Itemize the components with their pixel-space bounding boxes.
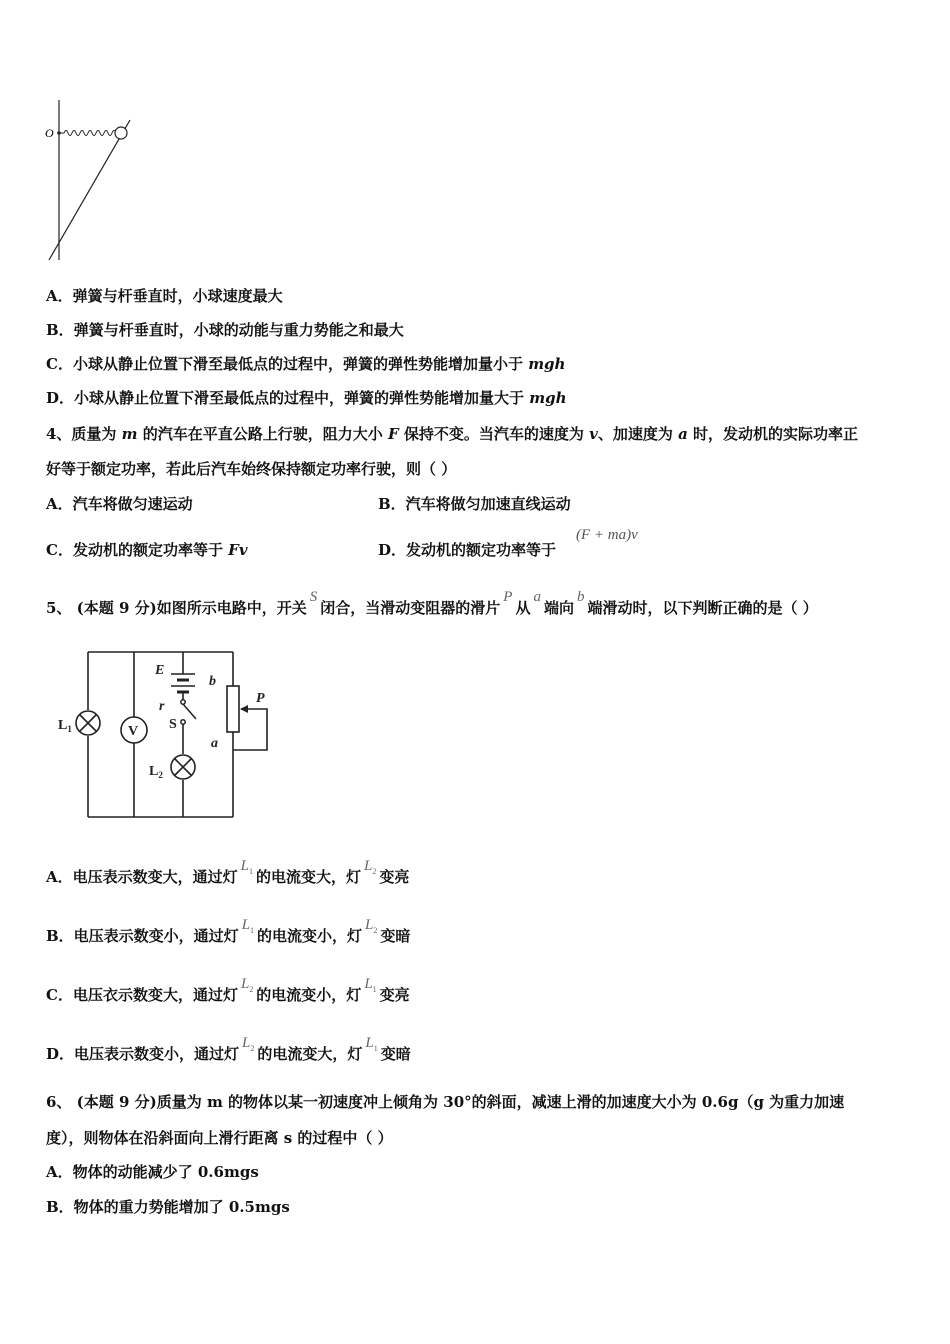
q3-option-d[interactable] [46, 388, 567, 408]
q3-option-a[interactable] [46, 286, 283, 306]
q4-option-c[interactable] [46, 540, 248, 560]
q3-option-c[interactable] [46, 354, 565, 374]
option-text: 弹簧与杆垂直时，小球速度最大 [72, 287, 283, 305]
pivot-point [57, 131, 61, 135]
label-r: r [159, 699, 165, 714]
q5-stem: 5、 (本题 9 分)如图所示电路中，开关S闭合，当滑动变阻器的滑片P从a端向b端滑动时，以下判断正确的是（ ） [46, 589, 818, 617]
q4-stem-line1: 4、质量为 m 的汽车在平直公路上行驶，阻力大小 F 保持不变。当汽车的速度为 v、加速度为 a 时，发动机的实际功率正 [46, 425, 859, 443]
q3-option-b[interactable] [46, 320, 404, 340]
math-fv: Fv [228, 541, 248, 559]
q6-stem-line2: 度），则物体在沿斜面向上滑行距离 s 的过程中（ ） [46, 1129, 393, 1147]
spring-rod-figure [40, 95, 140, 265]
label-b: b [209, 674, 216, 689]
q6-option-a[interactable]: A．物体的动能减少了 0.6mgs [46, 1163, 259, 1181]
option-text: C．发动机的额定功率等于 [46, 541, 229, 559]
battery [171, 674, 195, 692]
math-mgh: mgh [528, 355, 566, 373]
q5-option-d[interactable]: D．电压表示数变小，通过灯$L_2$ 的电流变大，灯$L_1$ 变暗 [46, 1035, 411, 1063]
label-l1: $L_1$ [58, 718, 72, 734]
q6-option-b[interactable]: B．物体的重力势能增加了 0.5mgs [46, 1198, 290, 1216]
lamp-l1 [76, 711, 100, 735]
switch-s [181, 700, 196, 724]
option-key: B． [46, 321, 74, 339]
circuit-diagram [45, 640, 285, 835]
option-text: D．发动机的额定功率等于 [378, 541, 557, 559]
label-e: E [155, 663, 165, 678]
q4-stem-line2: 好等于额定功率，若此后汽车始终保持额定功率行驶，则（ ） [46, 460, 457, 478]
label-p: P [256, 691, 265, 706]
math-rated-power: (F + ma)v [576, 527, 638, 543]
svg-text:V: V [128, 724, 139, 739]
slider-arrow [240, 705, 248, 713]
lamp-l2 [171, 755, 195, 779]
inclined-rod [49, 120, 130, 260]
voltmeter [121, 717, 147, 743]
q5-option-b[interactable]: B．电压表示数变小，通过灯$L_1$ 的电流变小，灯$L_2$ 变暗 [46, 917, 411, 945]
label-a: a [211, 736, 218, 751]
q5-option-a[interactable]: A．电压表示数变大，通过灯$L_1$ 的电流变大，灯$L_2$ 变亮 [46, 858, 410, 886]
q4-option-a[interactable]: A．汽车将做匀速运动 [46, 495, 193, 513]
ball [115, 127, 127, 139]
q4-option-b[interactable]: B．汽车将做匀加速直线运动 [378, 495, 571, 513]
label-o: O [45, 126, 54, 140]
label-s: S [169, 717, 177, 732]
option-key: D． [46, 389, 75, 407]
option-text: 小球从静止位置下滑至最低点的过程中，弹簧的弹性势能增加量大于 [74, 389, 530, 407]
spring-coil [59, 131, 116, 136]
option-key: A． [46, 287, 73, 305]
label-l2: $L_2$ [149, 764, 163, 780]
q5-option-c[interactable]: C．电压衣示数变大，通过灯$L_2$ 的电流变小，灯$L_1$ 变亮 [46, 976, 410, 1004]
q4-option-d[interactable] [378, 540, 556, 560]
option-key: C． [46, 355, 73, 373]
math-mgh: mgh [529, 389, 567, 407]
q6-stem-line1: 6、 (本题 9 分)质量为 m 的物体以某一初速度冲上倾角为 30°的斜面，减速上滑的加速度大小为 0.6g（g 为重力加速 [46, 1093, 845, 1111]
option-text: 小球从静止位置下滑至最低点的过程中，弹簧的弹性势能增加量小于 [72, 355, 529, 373]
option-text: 弹簧与杆垂直时，小球的动能与重力势能之和最大 [73, 321, 404, 339]
